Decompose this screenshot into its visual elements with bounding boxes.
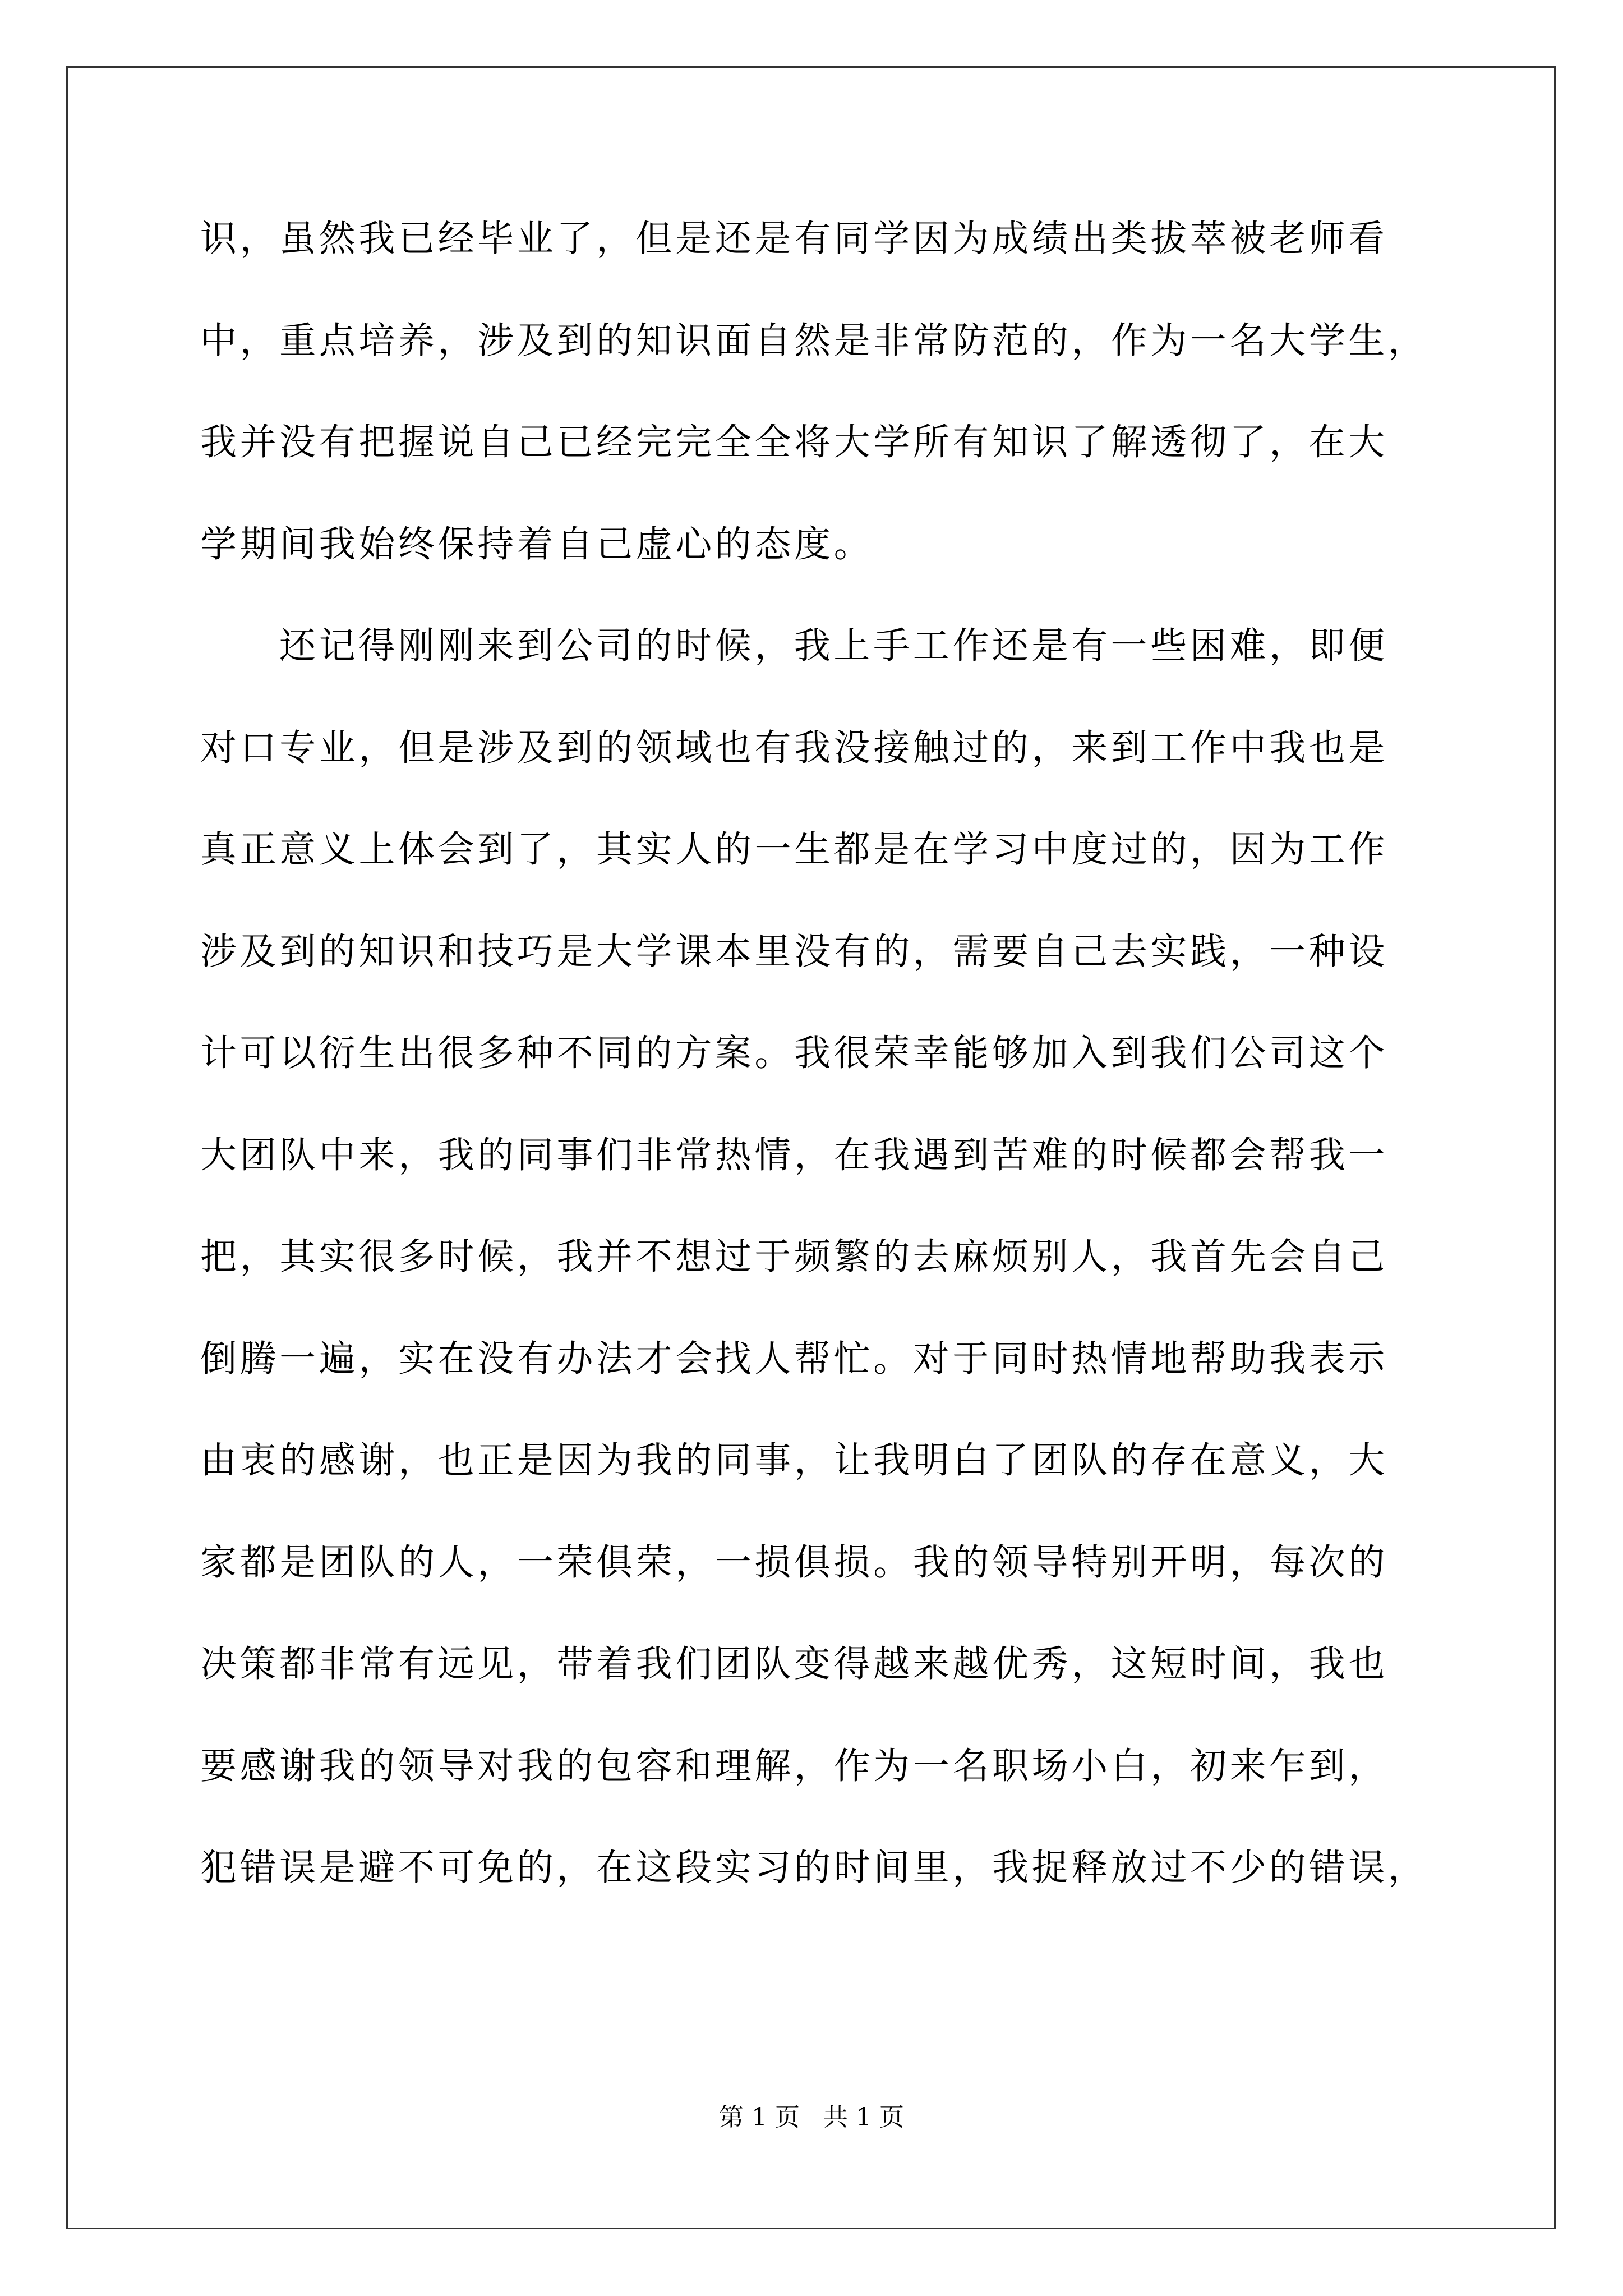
page-number-footer: 第 1 页 共 1 页: [719, 2103, 904, 2132]
text-line: 决策都非常有远见，带着我们团队变得越来越优秀，这短时间，我也: [200, 1643, 1389, 1685]
text-line: 学期间我始终保持着自己虚心的态度。: [200, 523, 874, 565]
text-line: 涉及到的知识和技巧是大学课本里没有的，需要自己去实践，一种设: [200, 930, 1389, 973]
text-line: 把，其实很多时候，我并不想过于频繁的去麻烦别人，我首先会自己: [200, 1236, 1389, 1278]
text-line: 要感谢我的领导对我的包容和理解，作为一名职场小白，初来乍到，: [200, 1745, 1389, 1787]
text-line: 识，虽然我已经毕业了，但是还是有同学因为成绩出类拔萃被老师看: [200, 218, 1389, 260]
text-line: 我并没有把握说自己已经完完全全将大学所有知识了解透彻了，在大: [200, 421, 1389, 463]
text-line: 倒腾一遍，实在没有办法才会找人帮忙。对于同时热情地帮助我表示: [200, 1337, 1389, 1380]
text-line: 计可以衍生出很多种不同的方案。我很荣幸能够加入到我们公司这个: [200, 1032, 1389, 1074]
text-line: 由衷的感谢，也正是因为我的同事，让我明白了团队的存在意义，大: [200, 1439, 1389, 1481]
text-line: 犯错误是避不可免的，在这段实习的时间里，我捉释放过不少的错误，: [200, 1847, 1428, 1889]
text-line: 对口专业，但是涉及到的领域也有我没接触过的，来到工作中我也是: [200, 726, 1389, 769]
document-body: [200, 218, 1428, 1952]
paragraph-start-line: 还记得刚刚来到公司的时候，我上手工作还是有一些困难，即便: [279, 625, 1388, 667]
text-line: 真正意义上体会到了，其实人的一生都是在学习中度过的，因为工作: [200, 829, 1389, 871]
text-line: 家都是团队的人，一荣俱荣，一损俱损。我的领导特别开明，每次的: [200, 1541, 1389, 1584]
text-line: 中，重点培养，涉及到的知识面自然是非常防范的，作为一名大学生，: [200, 319, 1428, 362]
text-line: 大团队中来，我的同事们非常热情，在我遇到苦难的时候都会帮我一: [200, 1134, 1389, 1176]
